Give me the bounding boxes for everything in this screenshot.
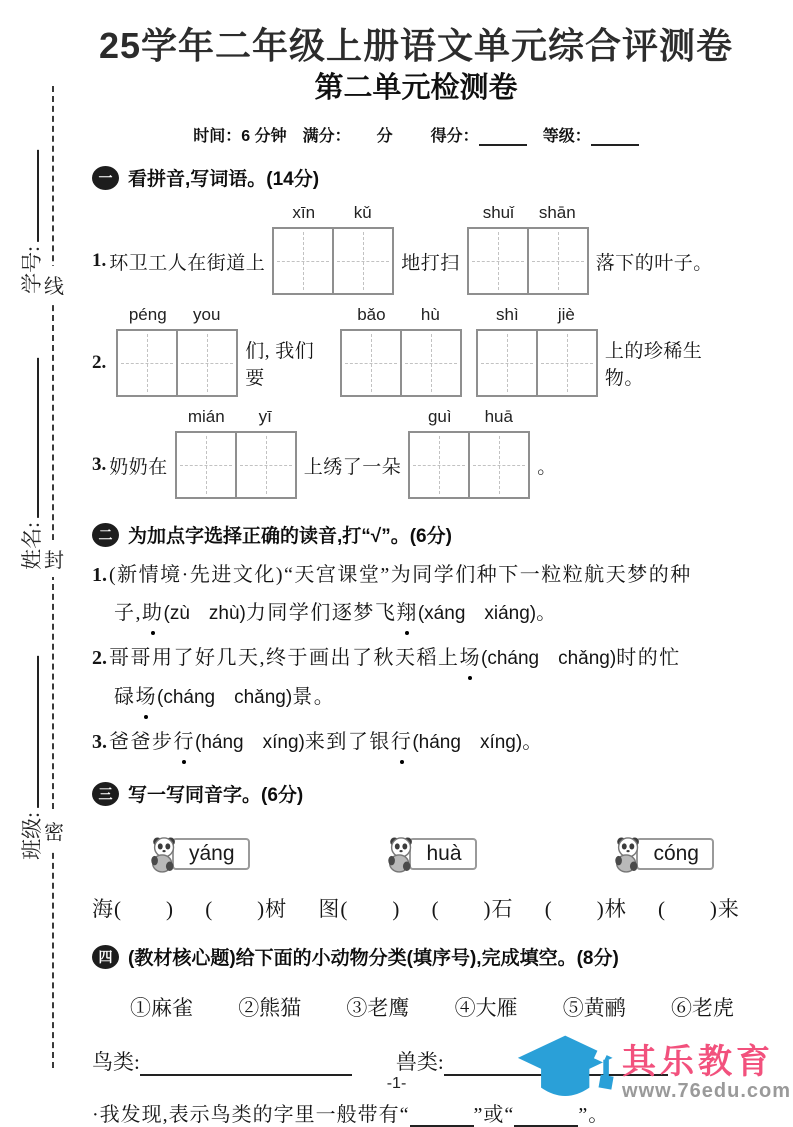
writing-cell [342,331,400,395]
section1-title: 看拼音,写词语。(14分) [128,169,320,190]
pinyin-syllable: shì [496,305,519,324]
score-label: 得分： [430,128,479,145]
sentence-line [114,594,740,633]
pronunciation-item [92,556,740,633]
animal-option: ②熊猫 [238,996,302,1020]
question-text: 环卫工人在街道上 [109,252,266,274]
pinyin-syllable: you [193,305,221,324]
discovery-blank-1 [410,1105,474,1127]
sentence-text: 1. [92,564,107,586]
sentence-text: 时的忙 [616,647,681,669]
writing-cell [274,229,332,293]
section3-title: 写一写同音字。(6分) [128,785,304,806]
class-label: 班级: [20,812,44,860]
question-text: 奶奶在 [109,456,168,478]
homophone-card [385,835,476,873]
animal-option: ③老鹰 [346,996,410,1020]
question-number: 1. [92,250,107,271]
pinyin-choices: (xáng xiáng) [417,603,537,624]
panda-icon [148,835,182,873]
brand-name: 其乐教育 [622,1042,775,1081]
sentence-line [92,556,740,594]
writing-cell [469,229,527,293]
pinyin-labels [410,407,528,427]
writing-cell [536,331,596,395]
writing-cell [332,229,392,293]
pinyin-syllable: shuǐ [482,203,514,222]
homophone-answer-slot: 海( ) [92,897,174,921]
panda-icon [385,835,419,873]
sentence-text: 碌 [114,686,136,708]
animal-option: ①麻雀 [130,996,193,1020]
pinyin-labels [274,203,392,223]
pinyin-labels [342,305,460,325]
pinyin-syllable: jiè [557,305,575,324]
pinyin-syllable: mián [187,407,225,426]
section4-marker: 四 [92,945,119,969]
pronunciation-items [92,556,740,762]
pronunciation-item [92,639,740,717]
pinyin-syllable: yī [258,407,272,426]
seal-dashed-line [52,86,54,1068]
pinyin-syllable: huā [484,407,513,426]
writing-cell [118,331,176,395]
writing-cell [235,433,295,497]
homophone-answer-slot: ( )来 [657,897,740,921]
student-name-field [16,358,46,570]
panda-icon [612,835,646,873]
student-name-blank [32,358,39,518]
bird-label: 鸟类: [92,1050,140,1074]
section4-title: (教材核心题)给下面的小动物分类(填序号),完成填空。(8分) [128,948,619,969]
question-text: 上的珍稀生物。 [604,341,703,389]
writing-box-group [408,407,530,499]
full-score-unit: 分 [376,128,393,145]
writing-cell [400,331,460,395]
grade-label: 等级： [542,128,591,145]
seal-char-feng: 封 [42,540,66,577]
writing-cell [177,433,235,497]
writing-box-group [476,305,598,397]
pinyin-choices: (cháng chǎng) [157,687,293,708]
pinyin-question [92,305,740,397]
writing-cell [176,331,236,395]
pinyin-choices: (háng xíng) [195,732,305,753]
emphasized-char: 行 [174,723,196,761]
section3-marker: 三 [92,782,119,806]
emphasized-char: 行 [391,723,413,761]
exam-paper [92,26,740,1127]
sentence-line [92,723,740,762]
publisher-watermark [516,1030,791,1115]
unit-subtitle: 第二单元检测卷 [314,72,518,104]
paper-title: 25学年二年级上册语文单元综合评测卷 [98,25,734,66]
pinyin-choices: (háng xíng) [412,732,523,753]
sentence-text: 力同学们逐梦飞 [245,602,397,624]
student-id-label: 学号: [20,246,44,294]
writing-box-group [340,305,462,397]
brand-url: www.76edu.com [622,1079,791,1102]
pinyin-question [92,407,740,499]
page-number: -1- [386,1075,407,1092]
score-blank [479,129,527,146]
discovery-or: ”或“ [473,1104,515,1126]
sentence-text: 。 [536,602,558,624]
animal-option: ⑤黄鹂 [562,996,626,1020]
section3-header [92,780,740,807]
section1-marker: 一 [92,166,119,190]
pinyin-labels [469,203,587,223]
sentence-text: 哥哥用了好几天,终于画出了秋天稻上 [109,647,460,669]
emphasized-char: 场 [136,678,158,716]
pinyin-labels [478,305,596,325]
beast-label: 兽类: [395,1050,444,1074]
bird-answer-blank [140,1052,352,1076]
homophone-answer-slot: ( )树 [205,897,288,921]
sentence-text: 来到了银 [304,731,391,753]
pinyin-labels [118,305,236,325]
writing-cell [527,229,587,293]
emphasized-char: 助 [142,594,164,632]
pinyin-syllable: shān [538,203,576,222]
writing-box-group [467,203,589,295]
section2-marker: 二 [92,523,119,547]
pinyin-syllable: kǔ [353,203,372,222]
section2-header [92,521,740,548]
sentence-text: 景。 [292,686,336,708]
sentence-text: (新情境·先进文化)“天宫课堂”为同学们种下一粒粒航天梦的种 [109,564,692,586]
pinyin-labels [177,407,295,427]
writing-cell [468,433,528,497]
pinyin-choices: (cháng chǎng) [481,648,617,669]
sentence-text: 2. [92,647,107,669]
question-text: 。 [537,456,557,478]
sentence-text: 爸爸步 [109,731,174,753]
section1-header [92,164,740,191]
homophone-answer-slot: 图( ) [318,897,401,921]
homophone-card [148,835,250,873]
pinyin-question [92,203,740,295]
class-blank [32,656,39,808]
writing-cell [410,433,468,497]
homophone-answer-slot: ( )石 [431,897,514,921]
sentence-line [92,639,740,678]
question-text: 们, 我们要 [245,341,315,389]
exam-info-line [92,123,740,146]
emphasized-char: 翔 [396,594,418,632]
question-number: 2. [92,352,107,373]
sentence-text: 。 [522,731,544,753]
section2-title: 为加点字选择正确的读音,打“√”。(6分) [128,526,452,547]
pinyin-box: huà [409,838,476,870]
animal-options [130,992,734,1022]
student-id-blank [32,150,39,242]
section4-header [92,943,740,970]
writing-box-group [116,305,238,397]
sentence-text: 3. [92,731,107,753]
sentence-line [114,678,740,717]
class-field [16,656,46,860]
student-name-label: 姓名: [20,522,44,570]
writing-cell [478,331,536,395]
question-text: 落下的叶子。 [595,252,713,274]
discovery-prefix: ·我发现,表示鸟类的字里一般带有“ [92,1104,410,1126]
pinyin-syllable: guì [427,407,452,426]
animal-option: ④大雁 [454,996,518,1020]
emphasized-char: 场 [460,639,482,677]
homophone-pinyin-cards [148,835,714,873]
pinyin-syllable: hù [420,305,440,324]
pinyin-box: cóng [636,838,714,870]
grade-blank [591,129,639,146]
pinyin-syllable: xīn [292,203,316,222]
full-score-label: 满分： [302,128,351,145]
question-text: 上绣了一朵 [303,456,402,478]
writing-box-group [272,203,394,295]
pinyin-write-questions [92,203,740,499]
graduation-cap-icon [516,1030,620,1115]
pinyin-box: yáng [172,838,250,870]
pinyin-syllable: péng [128,305,167,324]
sentence-text: 子, [114,602,142,624]
question-number: 3. [92,454,107,475]
writing-box-group [175,407,297,499]
animal-option: ⑥老虎 [670,996,734,1020]
seal-char-xian: 线 [42,266,66,303]
homophone-card [612,835,714,873]
seal-char-mi: 密 [42,812,66,849]
homophone-answer-slot: ( )林 [544,897,627,921]
student-id-field [16,150,46,294]
question-text: 地打扫 [401,252,460,274]
time-label: 时间：6 分钟 [193,128,287,145]
pinyin-syllable: bǎo [357,305,386,324]
pinyin-choices: (zù zhù) [163,603,246,624]
pronunciation-item [92,723,740,762]
discovery-suffix: ”。 [578,1104,610,1126]
watermark-text [622,1044,791,1102]
homophone-answer-line [92,893,740,923]
